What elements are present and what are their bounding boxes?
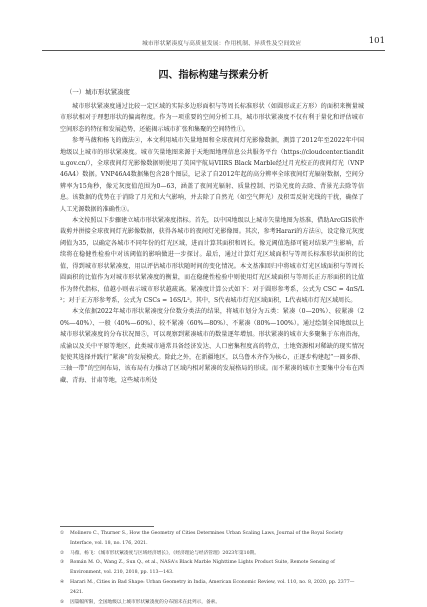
paragraph: 城市形状紧凑度通过比较一定区域的实际多边形面积与等周长标准形状（如圆形或正方形）的面积来衡量城市形状相对于理想形状的偏离程度。作为一项重要的空间分析工具，城市形状紧凑度不仅有利于量化和评估城市空间形态的特征和发展趋势，还能揭示城市扩张和集聚的空间特性①。: [60, 103, 364, 133]
footnote-divider: [60, 526, 154, 527]
footnote: ⑤ 因篇幅所限，全国地级以上城市形状紧凑度的分布图未在此列示，备索。: [60, 599, 221, 605]
running-header: [42, 36, 385, 51]
subsection-title: （一）城市形状紧凑度: [66, 88, 130, 96]
footnote: ④ Harari M., Cities in Bad Shape: Urban Geometry in India, American Economic Review, vol. 110, no. 8, 2020, pp. 2377—2421.: [60, 579, 355, 595]
body-text: [60, 101, 364, 386]
footnote: ③ Román M. O., Wang Z., Sun Q., et al., NASA's Black Marble Nighttime Lights Product Suite, Remote Sensing of Environment, vol. 210, 2018, pp. 113—143.: [60, 560, 335, 576]
paragraph: 本文依据2022年城市形状紧凑度分位数分类法的结果，将城市划分为五类：紧凑（0—20%）、较紧凑（20%—40%）、一般（40%—60%）、较不紧凑（60%—80%）、不紧凑（80%—100%）。通过绘制全国地级以上城市形状紧凑度的分布状况图⑤，可以观察到紧凑城市的数量逐年增加。形状紧凑的城市大多聚集于东南沿海，成渝以及关中平原等地区，此类城市通常具备经济发达、人口密集程度高的特点，土地资源相对稀缺的现实情况促使其选择并践行“紧凑”的发展模式。除此之外，在新疆地区，以乌鲁木齐作为核心，正逐步构建起“一圈多群、三轴一带”的空间布局，该布局有力推动了区域内相对紧凑的发展格局的形成。而不紧凑的城市主要集中分布在西藏、青海、甘肃等地，这些城市所处: [60, 308, 364, 384]
footnotes: [60, 529, 364, 607]
section-title: 四、指标构建与探索分析: [158, 70, 269, 81]
page-number: 101: [368, 36, 385, 46]
footnote: ② 马薇、杨飞：《城市形状紧凑度与区域经济增长》，《经济理论与经济管理》2023年第10期。: [60, 550, 259, 556]
paragraph: 参考马薇和杨飞的做法②，本文利用城市矢量地图和全球夜间灯光影像数据，测算了2012年至2022年中国地级以上城市的形状紧凑度。城市矢量地图来源于天地图地理信息公共服务平台（https://cloudcenter.tianditu.gov.cn/），全球夜间灯光影像数据则使用了美国宇航局VIIRS Black Marble经过月光校正的夜间灯光（VNP46A4）数据。VNP46A4数据集包含28个图层，记录了自2012年起的高分辨率全球夜间灯光辐射数据，空间分辨率为15角秒，像元灰度值范围为0—63，涵盖了夜间光辐射、质量控制、污染光度的去除、背景光去除等信息。该数据的优势在于消除了月光和大气影响，并去除了自然光（如空气辉光）及积雪反射光线的干扰，确保了人工光源数据的准确性③。: [60, 137, 364, 213]
footnote: ① Molinero C., Thurner S., How the Geometry of Cities Determines Urban Scaling Laws, Journal of the Royal Society Interface, vol. 18, no. 176, 2021.: [60, 531, 344, 546]
paragraph: 本文按照以下步骤建立城市形状紧凑度指标。首先，以中国地级以上城市矢量地图为基准，借助ArcGIS软件裁剪并拼接全球夜间灯光影像数据，获得各城市的夜间灯光影像图。其次，参考Harari的方法④，设定像元灰度阈值为35，以确定各城市不同年份的灯光区域，进而计算其面积和周长。像元阈值选择可能对结果产生影响，后续将在稳健性检验中对该阈值的影响做进一步探讨。最后，通过计算灯光区域面积与等周长标准形状面积的比值，得到城市形状紧凑度，用以评估城市形状随时间的变化情况。本文基准回归中将城市灯光区域面积与等周长圆面积的比值作为对城市形状紧凑度的衡量，而在稳健性检验中则使用灯光区域面积与等周长正方形面积的比值作为替代指标，值越小则表示城市形状越疏离。紧凑度计算公式如下：对于圆形参考系，公式为 CSC = 4πS/L²；对于正方形参考系，公式为 CSCs = 16S/L²。其中，S代表城市灯光区域面积，L代表城市灯光区域周长。: [60, 217, 364, 304]
running-title: 城市形状紧凑度与高质量发展：作用机制、异质性及空间效应: [142, 41, 302, 47]
